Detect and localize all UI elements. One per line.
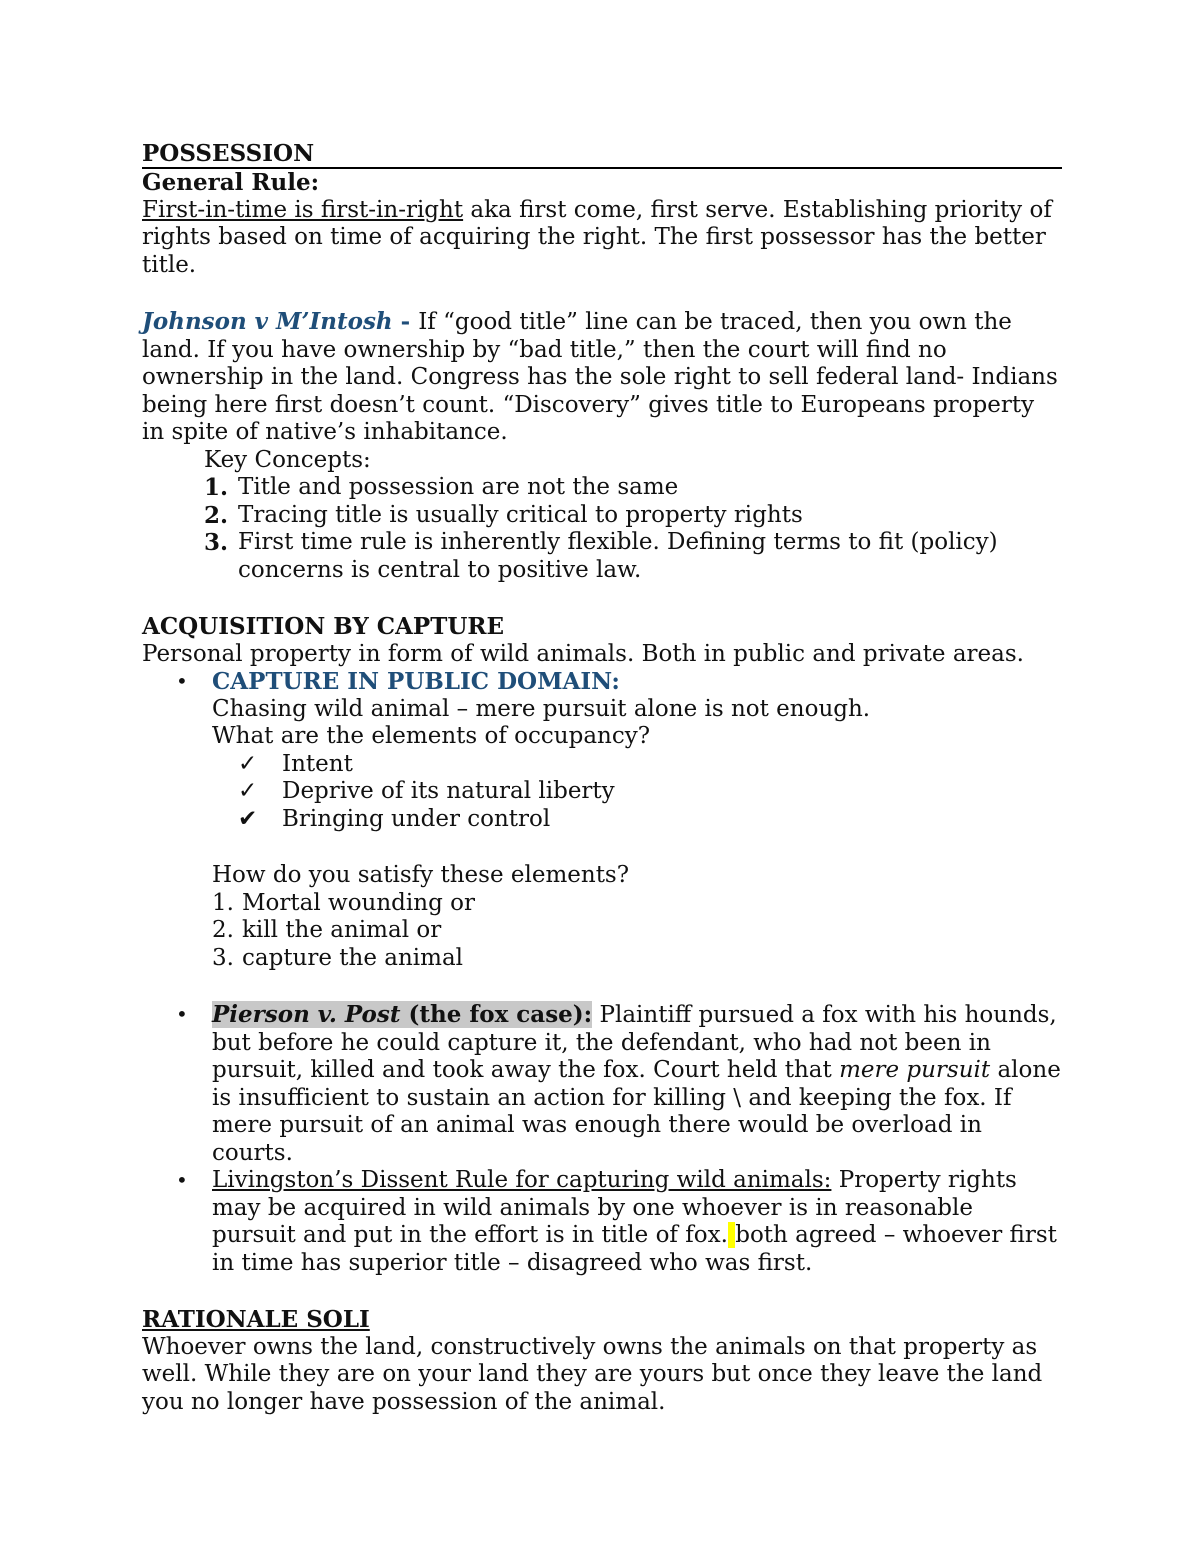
case-name-pierson: Pierson v. Post (the fox case): [212,1001,593,1028]
livingston-title: Livingston’s Dissent Rule for capturing wild animals: [212,1167,832,1193]
spacer [142,584,1062,613]
bullet-icon: • [176,1168,188,1192]
list-item: 2. kill the animal or [212,917,442,943]
johnson-paragraph [142,308,1062,447]
ways-list [212,890,1062,973]
list-item: 2. Tracing title is usually critical to property rights [204,501,803,529]
capture-intro: Personal property in form of wild animals. Both in public and private areas. [142,640,1024,667]
key-concepts-list [142,474,1062,584]
key-concepts-label: Key Concepts: [204,446,371,473]
spacer [142,279,1062,308]
list-item-pierson: • Pierson v. Post (the fox case): Plaintiff pursued a fox with his hounds, but before he could capture it, the defendant, who had not been in pursuit, killed and took away the fox. Court held that mere pursuit alone is insufficient to sustain an action for killing \ and keeping the fox. If mere pursuit of an animal was enough there would be overload in courts. [176,1001,1061,1166]
section-heading-soli: RATIONALE SOLI [142,1306,370,1333]
capture-bullet-list [142,668,1062,1277]
general-rule-label: General Rule: [142,169,320,196]
public-domain-line1: Chasing wild animal – mere pursuit alone is not enough. [212,695,871,722]
section-heading-capture: ACQUISITION BY CAPTURE [142,613,505,640]
spacer [212,833,1062,862]
case-name-johnson: Johnson v M’Intosh - [142,308,419,335]
list-item: 1. Title and possession are not the same [204,474,679,501]
list-item: 1. Mortal wounding or [212,889,475,916]
list-item: 3. First time rule is inherently flexible. Defining terms to fit (policy) concerns is central to positive law. [204,529,998,583]
check-icon: ✔ [238,805,258,832]
johnson-text: If “good title” line can be traced, then you own the land. If you have ownership by “bad title,” then the court will find no ownership in the land. Congress has the sole right to sell federal land- Indians being here first doesn’t count. “Discovery” gives title to Europeans property in spite of native’s inhabitance. [142,309,1058,445]
check-icon: ✓ [238,778,258,804]
rule-text: aka first come, first serve. Establishing priority of rights based on time of acquiring the right. The first possessor has the better title. [142,196,1052,278]
checklist-item: ✓ Intent [238,750,353,777]
list-item-livingston: • Livingston’s Dissent Rule for capturing wild animals: Property rights may be acquired in wild animals by one whoever is in reasonable pursuit and put in the effort is in title of fox. both agreed – whoever first in time has superior title – disagreed who was first. [176,1167,1057,1276]
rule-underlined-text: First-in-time is first-in-right [142,196,464,223]
spacer [142,1277,1062,1306]
general-rule-paragraph [142,197,1062,280]
bullet-icon: • [176,1002,188,1026]
check-icon: ✓ [238,750,258,777]
checklist-item: ✓ Deprive of its natural liberty [238,778,615,804]
bullet-icon: • [176,669,188,693]
elements-checklist [212,751,1062,834]
document-page [142,140,1062,1416]
soli-paragraph: Whoever owns the land, constructively owns the animals on that property as well. While they are on your land they are yours but once they leave the land you no longer have possession of the animal. [142,1333,1043,1415]
list-item-public-domain [142,668,1062,1001]
public-domain-title: CAPTURE IN PUBLIC DOMAIN: [212,668,620,695]
checklist-item: ✔ Bringing under control [238,805,551,832]
spacer [212,972,1062,1001]
elements-question: How do you satisfy these elements? [212,862,630,888]
section-heading-possession: POSSESSION [142,140,1062,169]
public-domain-line2: What are the elements of occupancy? [212,723,651,749]
list-item: 3. capture the animal [212,944,464,971]
